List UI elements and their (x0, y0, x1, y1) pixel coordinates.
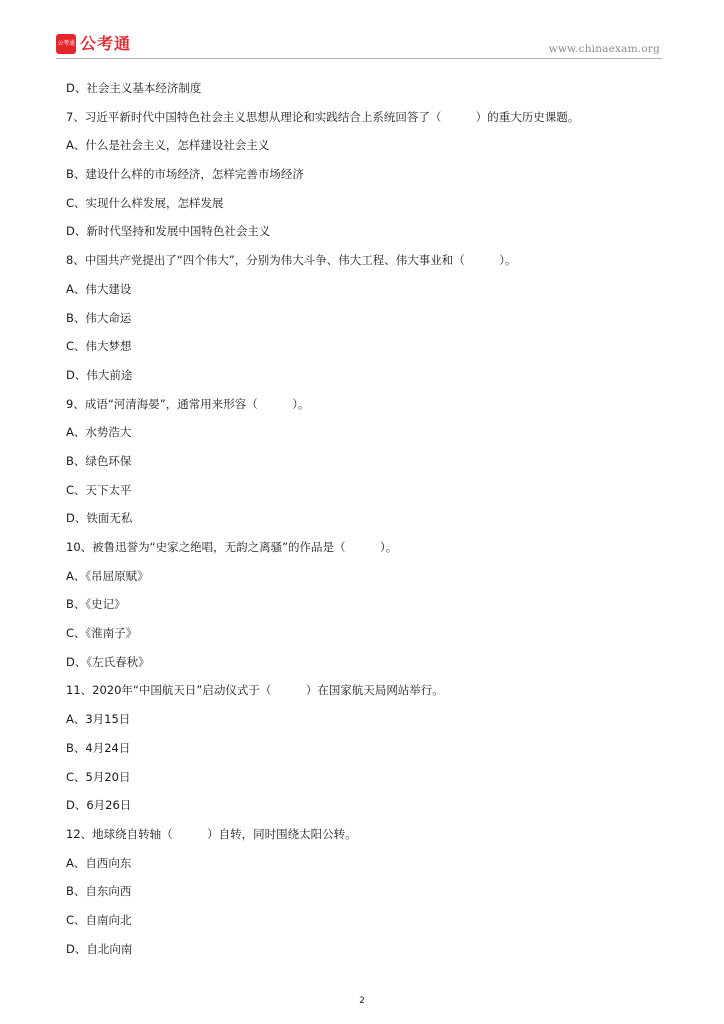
option-8c: C、伟大梦想 (66, 339, 132, 354)
option-12d: D、自北向南 (66, 941, 133, 956)
site-url: www.chinaexam.org (548, 43, 660, 55)
option-6d: D、社会主义基本经济制度 (66, 81, 202, 95)
question-12: 12、地球绕自转轴（ ）自转，同时围绕太阳公转。 (66, 826, 357, 841)
option-11b: B、4月24日 (66, 740, 131, 755)
option-10a: A、《吊屈原赋》 (66, 568, 149, 583)
option-7c: C、实现什么样发展，怎样发展 (66, 195, 224, 210)
logo (56, 34, 131, 54)
option-10c: C、《淮南子》 (66, 626, 138, 641)
question-11: 11、2020年“中国航天日”启动仪式于（ ）在国家航天局网站举行。 (66, 683, 444, 698)
page-number: 2 (359, 996, 365, 1006)
option-7d: D、新时代坚持和发展中国特色社会主义 (66, 224, 271, 239)
option-10b: B、《史记》 (66, 597, 126, 612)
option-7a: A、什么是社会主义，怎样建设社会主义 (66, 138, 270, 153)
option-12b: B、自东向西 (66, 884, 132, 899)
option-8d: D、伟大前途 (66, 367, 133, 382)
option-9d: D、铁面无私 (66, 511, 133, 526)
option-9a: A、水势浩大 (66, 425, 132, 440)
question-content (66, 78, 666, 967)
logo-badge-icon: 公考通 (56, 34, 76, 54)
option-10d: D、《左氏春秋》 (66, 654, 150, 669)
question-9: 9、成语“河清海晏”，通常用来形容（ ）。 (66, 396, 310, 411)
option-8a: A、伟大建设 (66, 281, 132, 296)
question-10: 10、被鲁迅誉为“史家之绝唱，无韵之离骚”的作品是（ ）。 (66, 540, 398, 554)
option-8b: B、伟大命运 (66, 310, 132, 325)
option-12a: A、自西向东 (66, 855, 132, 870)
logo-text: 公考通 (80, 34, 132, 53)
page-header (56, 34, 662, 59)
question-7: 7、习近平新时代中国特色社会主义思想从理论和实践结合上系统回答了（ ）的重大历史课题。 (66, 109, 580, 124)
option-9c: C、天下太平 (66, 482, 132, 497)
option-11c: C、5月20日 (66, 769, 131, 784)
option-11a: A、3月15日 (66, 712, 131, 727)
option-7b: B、建设什么样的市场经济，怎样完善市场经济 (66, 167, 304, 182)
option-12c: C、自南向北 (66, 912, 132, 927)
option-9b: B、绿色环保 (66, 453, 132, 468)
option-11d: D、6月26日 (66, 798, 132, 813)
question-8: 8、中国共产党提出了“四个伟大”，分别为伟大斗争、伟大工程、伟大事业和（ ）。 (66, 253, 517, 268)
